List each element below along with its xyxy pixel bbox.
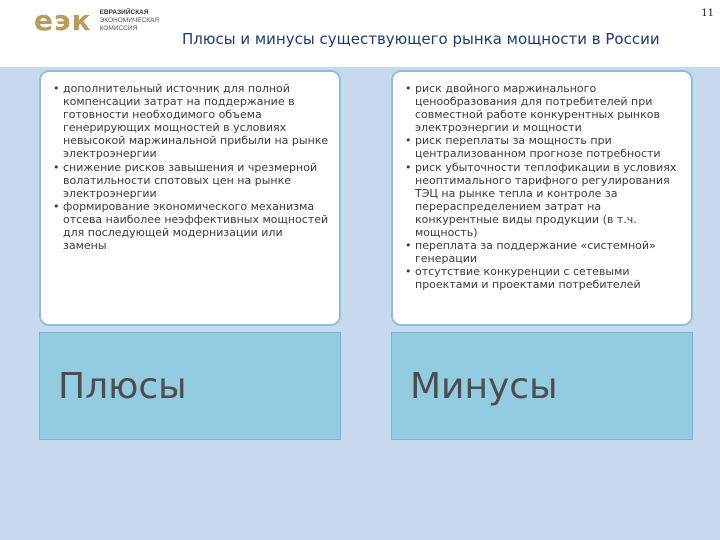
cons-list-box — [391, 70, 693, 326]
pros-item: • снижение рисков завышения и чрезмерной волатильности спотовых цен на рынке электроэнергии — [53, 161, 329, 200]
page-number: 11 — [701, 8, 714, 19]
cons-item: • отсутствие конкуренции с сетевыми проектами и проектами потребителей — [405, 265, 681, 291]
pros-label: Плюсы — [58, 365, 187, 407]
logo-line: ЭКОНОМИЧЕСКАЯ — [99, 17, 160, 24]
eec-logo — [34, 6, 159, 36]
logo-mark: еэк — [34, 4, 92, 37]
cons-item: • риск двойного маржинального ценообразования для потребителей при совместной работе конкурентных рынков электроэнергии и мощности — [405, 82, 681, 134]
logo-line: КОМИССИЯ — [99, 25, 138, 32]
pros-list-box — [39, 70, 341, 326]
header-divider — [0, 65, 720, 67]
logo-caption — [100, 9, 159, 33]
cons-label-box — [391, 332, 693, 440]
cons-item: • переплата за поддержание «системной» генерации — [405, 239, 681, 265]
slide-title: Плюсы и минусы существующего рынка мощности в России — [182, 30, 660, 48]
pros-label-box — [39, 332, 341, 440]
logo-line: ЕВРАЗИЙСКАЯ — [99, 9, 149, 16]
pros-list — [53, 82, 329, 252]
pros-item: • формирование экономического механизма отсева наиболее неэффективных мощностей для последующей модернизации или замены — [53, 200, 329, 252]
pros-item: • дополнительный источник для полной компенсации затрат на поддержание в готовности необходимого объема генерирующих мощностей в условиях невысокой маржинальной прибыли на рынке электроэнергии — [53, 82, 329, 161]
cons-item: • риск убыточности теплофикации в условиях неоптимального тарифного регулирования ТЭЦ на рынке тепла и контроле за перераспределением затрат на конкурентные виды продукции (в т.ч. мощность) — [405, 161, 681, 240]
cons-list — [405, 82, 681, 292]
slide-header — [0, 0, 720, 66]
cons-label: Минусы — [410, 365, 558, 407]
cons-item: • риск переплаты за мощность при централизованном прогнозе потребности — [405, 134, 681, 160]
